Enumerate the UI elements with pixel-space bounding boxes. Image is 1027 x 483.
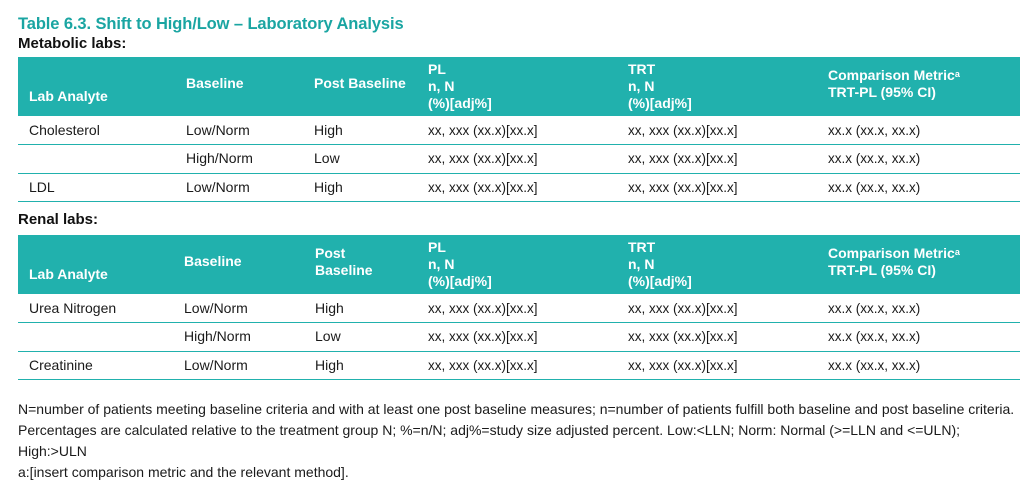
comparison-header-line2: TRT-PL (95% CI)	[828, 83, 936, 100]
renal-heading: Renal labs:	[18, 211, 99, 228]
cell-trt: xx, xxx (xx.x)[xx.x]	[617, 323, 817, 352]
table-row	[18, 145, 1020, 174]
table-row	[18, 323, 1020, 352]
trt-header-line3: (%)[adj%]	[628, 95, 692, 111]
metabolic-table	[18, 57, 1020, 202]
cell-comparison: xx.x (xx.x, xx.x)	[817, 116, 1020, 145]
header-row	[18, 235, 1020, 294]
cell-comparison: xx.x (xx.x, xx.x)	[817, 294, 1020, 323]
cell-post: High	[303, 116, 417, 145]
col-trt	[617, 235, 817, 294]
col-baseline: Baseline	[175, 57, 303, 116]
col-trt	[617, 57, 817, 116]
cell-post: High	[303, 173, 417, 202]
table-row	[18, 173, 1020, 202]
trt-header-line3: (%)[adj%]	[628, 273, 692, 289]
col-comparison	[817, 235, 1020, 294]
pl-header-line3: (%)[adj%]	[428, 273, 492, 289]
trt-header-line1: TRT	[628, 61, 656, 77]
cell-analyte: Urea Nitrogen	[18, 294, 173, 323]
col-post-baseline: Post Baseline	[303, 57, 417, 116]
comparison-header-line1: Comparison Metric	[828, 66, 955, 83]
cell-pl: xx, xxx (xx.x)[xx.x]	[417, 351, 617, 380]
cell-baseline: Low/Norm	[173, 294, 304, 323]
post-header-line1: Post	[315, 244, 346, 261]
pl-header-line1: PL	[428, 239, 446, 255]
col-baseline: Baseline	[173, 235, 304, 294]
cell-comparison: xx.x (xx.x, xx.x)	[817, 323, 1020, 352]
table-title: Table 6.3. Shift to High/Low – Laboratory Analysis	[18, 15, 404, 33]
footnote-definitions: N=number of patients meeting baseline criteria and with at least one post baseline measures; n=number of patients fulfill both baseline and post baseline criteria. Percentages are calculated relative to the treatment group N; %=n/N; adj%=study size adjusted percent. Low:<LLN; Norm: Normal (>=LLN and <=ULN); High:>ULN	[18, 401, 1015, 459]
footnote-marker: a	[954, 246, 960, 257]
cell-pl: xx, xxx (xx.x)[xx.x]	[417, 294, 617, 323]
cell-comparison: xx.x (xx.x, xx.x)	[817, 351, 1020, 380]
trt-header-line1: TRT	[628, 239, 656, 255]
pl-header-line2: n, N	[428, 78, 455, 94]
cell-analyte: Creatinine	[18, 351, 173, 380]
cell-trt: xx, xxx (xx.x)[xx.x]	[617, 173, 817, 202]
cell-pl: xx, xxx (xx.x)[xx.x]	[417, 116, 617, 145]
cell-analyte: Cholesterol	[18, 116, 175, 145]
col-pl	[417, 57, 617, 116]
pl-header-line2: n, N	[428, 256, 455, 272]
cell-pl: xx, xxx (xx.x)[xx.x]	[417, 173, 617, 202]
cell-post: Low	[303, 145, 417, 174]
cell-analyte	[18, 323, 173, 352]
cell-analyte	[18, 145, 175, 174]
cell-comparison: xx.x (xx.x, xx.x)	[817, 145, 1020, 174]
cell-baseline: High/Norm	[175, 145, 303, 174]
table-row	[18, 294, 1020, 323]
col-lab-analyte: Lab Analyte	[18, 235, 173, 294]
trt-header-line2: n, N	[628, 78, 655, 94]
cell-baseline: Low/Norm	[175, 173, 303, 202]
trt-header-line2: n, N	[628, 256, 655, 272]
cell-comparison: xx.x (xx.x, xx.x)	[817, 173, 1020, 202]
header-row	[18, 57, 1020, 116]
cell-baseline: High/Norm	[173, 323, 304, 352]
comparison-header-line1: Comparison Metric	[828, 244, 955, 261]
cell-baseline: Low/Norm	[175, 116, 303, 145]
footnote-a: a:[insert comparison metric and the relevant method].	[18, 464, 349, 480]
footnote-marker: a	[954, 68, 960, 79]
pl-header-line1: PL	[428, 61, 446, 77]
post-header-line2: Baseline	[315, 261, 373, 278]
cell-pl: xx, xxx (xx.x)[xx.x]	[417, 323, 617, 352]
table-row	[18, 351, 1020, 380]
cell-trt: xx, xxx (xx.x)[xx.x]	[617, 351, 817, 380]
cell-pl: xx, xxx (xx.x)[xx.x]	[417, 145, 617, 174]
col-comparison	[817, 57, 1020, 116]
comparison-header-line2: TRT-PL (95% CI)	[828, 261, 936, 278]
cell-analyte: LDL	[18, 173, 175, 202]
renal-table	[18, 235, 1020, 380]
pl-header-line3: (%)[adj%]	[428, 95, 492, 111]
cell-post: High	[304, 294, 417, 323]
document-page	[18, 14, 1020, 483]
col-lab-analyte: Lab Analyte	[18, 57, 175, 116]
cell-trt: xx, xxx (xx.x)[xx.x]	[617, 145, 817, 174]
col-pl	[417, 235, 617, 294]
col-post-baseline	[304, 235, 417, 294]
metabolic-heading: Metabolic labs:	[18, 35, 127, 52]
cell-post: High	[304, 351, 417, 380]
table-row	[18, 116, 1020, 145]
cell-baseline: Low/Norm	[173, 351, 304, 380]
cell-trt: xx, xxx (xx.x)[xx.x]	[617, 294, 817, 323]
cell-trt: xx, xxx (xx.x)[xx.x]	[617, 116, 817, 145]
cell-post: Low	[304, 323, 417, 352]
